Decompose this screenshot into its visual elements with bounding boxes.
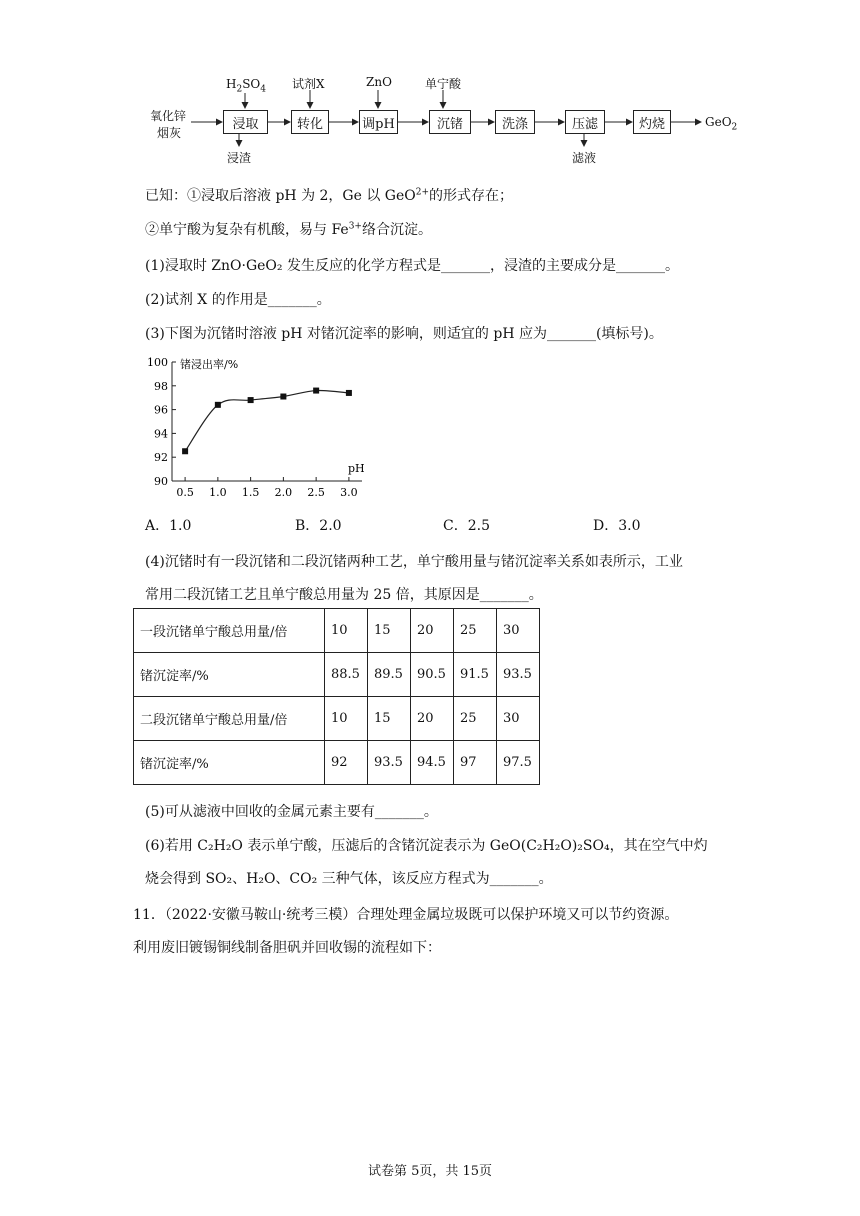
question-3: (3)下图为沉锗时溶液 pH 对锗沉淀率的影响，则适宜的 pH 应为_______(填标号)。 xyxy=(145,326,663,342)
ph-rate-chart xyxy=(140,350,380,505)
chart-x-tick-label: 1.0 xyxy=(209,486,227,499)
table-cell: 15 xyxy=(368,697,411,741)
option-d: D．3.0 xyxy=(593,518,641,534)
step-calcine: 灼烧 xyxy=(633,110,671,134)
table-cell: 15 xyxy=(368,609,411,653)
question-5: (5)可从滤液中回收的金属元素主要有_______。 xyxy=(145,804,438,820)
table-cell: 89.5 xyxy=(368,653,411,697)
table-row xyxy=(134,653,540,697)
known-line-2: ②单宁酸为复杂有机酸，易与 $Fe^{3+}$络合沉淀。 xyxy=(145,221,432,238)
table-cell: 10 xyxy=(325,697,368,741)
tannic-acid-table xyxy=(133,608,540,785)
reagent-tannic-acid: 单宁酸 xyxy=(425,77,462,91)
table-cell: 10 xyxy=(325,609,368,653)
chart-data-point xyxy=(313,388,319,394)
reagent-x: 试剂X xyxy=(292,77,325,91)
table-cell: 锗沉淀率/% xyxy=(134,653,325,697)
reagent-h2so4: $H_2SO_4$ xyxy=(226,77,266,95)
table-cell: 25 xyxy=(454,609,497,653)
question-11-line-1: 11．（2022·安徽马鞍山·统考三模）合理处理金属垃圾既可以保护环境又可以节约资源。 xyxy=(133,907,679,923)
table-row xyxy=(134,697,540,741)
chart-data-point xyxy=(182,448,188,454)
question-4-line-1: (4)沉锗时有一段沉锗和二段沉锗两种工艺，单宁酸用量与锗沉淀率关系如表所示，工业 xyxy=(145,554,683,570)
table-row xyxy=(134,741,540,785)
chart-y-tick-label: 96 xyxy=(154,403,168,417)
table-cell: 30 xyxy=(497,697,540,741)
option-a: A．1.0 xyxy=(145,518,192,534)
step-convert: 转化 xyxy=(291,110,329,134)
table-cell: 97.5 xyxy=(497,741,540,785)
table-cell: 93.5 xyxy=(497,653,540,697)
chart-y-tick-label: 94 xyxy=(154,427,168,441)
question-2: (2)试剂 X 的作用是_______。 xyxy=(145,292,331,308)
option-b: B．2.0 xyxy=(295,518,342,534)
step-leach: 浸取 xyxy=(223,110,268,134)
question-6-line-2: 烧会得到 SO₂、H₂O、CO₂ 三种气体，该反应方程式为_______。 xyxy=(145,871,553,887)
chart-y-tick-label: 92 xyxy=(154,451,168,465)
chart-x-label: pH xyxy=(348,462,365,475)
table-cell: 91.5 xyxy=(454,653,497,697)
feed-label-1: 氧化锌 xyxy=(150,109,187,123)
chart-data-point xyxy=(346,390,352,396)
chart-x-tick-label: 2.5 xyxy=(307,486,325,499)
output-filtrate: 滤液 xyxy=(572,151,597,165)
step-press-filter: 压滤 xyxy=(565,110,605,134)
output-product: GeO$_2$ xyxy=(705,115,738,133)
option-c: C．2.5 xyxy=(443,518,490,534)
page-footer: 试卷第 5页，共 15页 xyxy=(367,1164,493,1179)
table-cell: 92 xyxy=(325,741,368,785)
chart-y-tick-label: 98 xyxy=(154,379,168,393)
table-cell: 20 xyxy=(411,609,454,653)
chart-series-line xyxy=(185,390,349,451)
table-cell: 97 xyxy=(454,741,497,785)
chart-x-tick-label: 0.5 xyxy=(176,486,194,499)
reagent-zno: ZnO xyxy=(366,75,392,89)
chart-y-tick-label: 100 xyxy=(147,356,168,369)
chart-data-point xyxy=(280,394,286,400)
feed-label-2: 烟灰 xyxy=(157,126,182,140)
step-precipitate: 沉锗 xyxy=(429,110,471,134)
known-line-1: 已知：①浸取后溶液 pH 为 2，Ge 以 GeO$^{2+}$的形式存在； xyxy=(145,187,514,204)
chart-y-tick-label: 90 xyxy=(154,475,168,488)
table-cell: 20 xyxy=(411,697,454,741)
table-cell: 93.5 xyxy=(368,741,411,785)
chart-data-point xyxy=(248,397,254,403)
question-1: (1)浸取时 ZnO·GeO₂ 发生反应的化学方程式是_______，浸渣的主要成分是_______。 xyxy=(145,258,679,274)
table-cell: 二段沉锗单宁酸总用量/倍 xyxy=(134,697,325,741)
table-cell: 90.5 xyxy=(411,653,454,697)
chart-x-tick-label: 3.0 xyxy=(340,486,358,499)
question-4-line-2: 常用二段沉锗工艺且单宁酸总用量为 25 倍，其原因是_______。 xyxy=(145,587,543,603)
table-cell: 一段沉锗单宁酸总用量/倍 xyxy=(134,609,325,653)
table-cell: 30 xyxy=(497,609,540,653)
table-cell: 88.5 xyxy=(325,653,368,697)
output-residue: 浸渣 xyxy=(227,151,252,165)
table-row xyxy=(134,609,540,653)
chart-x-tick-label: 1.5 xyxy=(241,486,260,499)
step-wash: 洗涤 xyxy=(495,110,535,134)
step-adjust-ph: 调pH xyxy=(359,110,398,134)
table-cell: 94.5 xyxy=(411,741,454,785)
chart-x-tick-label: 2.0 xyxy=(274,486,293,499)
chart-y-label: 锗浸出率/% xyxy=(180,358,239,371)
table-cell: 25 xyxy=(454,697,497,741)
table-cell: 锗沉淀率/% xyxy=(134,741,325,785)
question-6-line-1: (6)若用 C₂H₂O 表示单宁酸，压滤后的含锗沉淀表示为 GeO(C₂H₂O)₂SO₄，其在空气中灼 xyxy=(145,838,708,854)
chart-data-point xyxy=(215,402,221,408)
question-11-line-2: 利用废旧镀锡铜线制备胆矾并回收锡的流程如下： xyxy=(133,940,441,956)
